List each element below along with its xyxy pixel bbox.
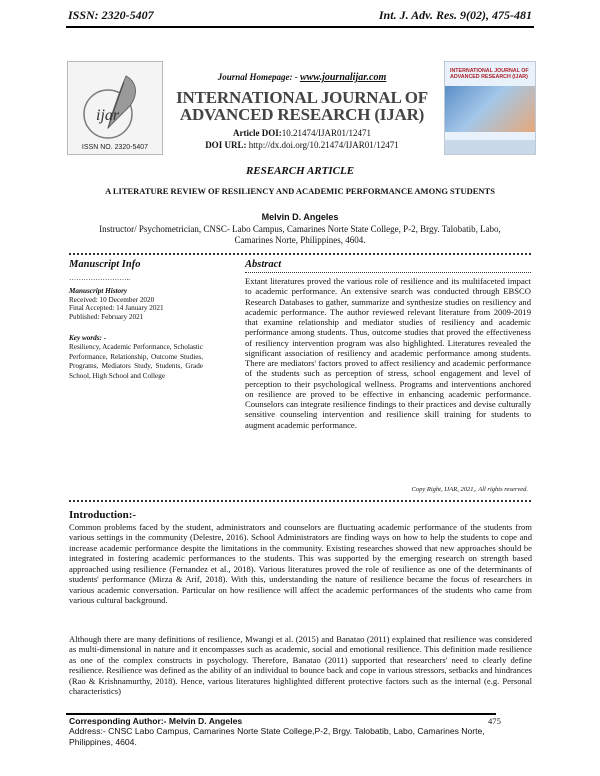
- journal-title: [166, 89, 438, 123]
- article-doi-value: 10.21474/IJAR01/12471: [281, 128, 371, 138]
- dotted-divider: [69, 253, 531, 255]
- corresponding-label: Corresponding Author:- Melvin D. Angeles: [69, 716, 243, 726]
- journal-title-line1: INTERNATIONAL JOURNAL OF: [176, 88, 428, 107]
- manuscript-history: [69, 287, 209, 322]
- homepage-label: Journal Homepage: -: [217, 72, 298, 82]
- intro-paragraph-2: Although there are many definitions of resilience, Mwangi et al. (2015) and Banatao (2011) explained that resilience was considered as multi-dimensional in nature and it encompasses such as academic, social and emotional resilience. This definition made resilience as one of the complex constructs in psychology. Therefore, Banatao (2011) supported that researchers' need to clearly define resilience. Resilience was defined as the ability of an individual to bounce back and cope in various stressors, setbacks and hindrances (Rao & Krishnamurthy, 2018). Hence, various literatures highlighted different protective factors such as the internal (e.g. Personal characteristics): [69, 634, 532, 697]
- manuscript-info-dots: ……………………..: [69, 274, 131, 282]
- copyright-notice: Copy Right, IJAR, 2021,. All rights reserved.: [411, 486, 528, 493]
- corresponding-address: Address:- CNSC Labo Campus, Camarines Norte State College,P-2, Brgy. Talobatib, Labo, Camarines Norte, Philippines, 4604.: [69, 726, 485, 747]
- introduction-heading: Introduction:-: [69, 509, 137, 521]
- author-affiliation: Instructor/ Psychometrician, CNSC- Labo Campus, Camarines Norte State College, P-2, Brgy. Talobatib, Labo, Camarines Norte, Philippines, 4604.: [99, 224, 501, 245]
- history-label: Manuscript History: [69, 287, 128, 295]
- doi-url: [168, 140, 436, 150]
- footer-rule: [66, 713, 496, 715]
- received-date: Received: 10 December 2020: [69, 295, 155, 304]
- cover-footer-band: [445, 140, 535, 154]
- doi-url-label: DOI URL:: [205, 140, 247, 150]
- article-title: A LITERATURE REVIEW OF RESILIENCY AND ACADEMIC PERFORMANCE AMONG STUDENTS: [105, 186, 495, 196]
- page-number: 475: [488, 716, 501, 726]
- logo-issn-caption: ISSN NO. 2320-5407: [81, 144, 149, 151]
- homepage-link[interactable]: www.journalijar.com: [299, 72, 387, 83]
- dotted-divider-2: [69, 500, 531, 502]
- issn-header: ISSN: 2320-5407: [68, 8, 154, 22]
- accepted-date: Final Accepted: 14 January 2021: [69, 304, 164, 313]
- keywords-label: Key words: -: [69, 334, 107, 342]
- abstract-text: Extant literatures proved the various role of resilience and its multifaceted impact to academic performance. An extensive search was conducted through EBSCO Research Databases to gather, summarize and synthesize studies on resiliency and academic performance. The author reviewed relevant literature from 2009-2019 that examine relationship and mediator studies of resiliency and academic performance among students. Thus, outcome studies that proved the effectiveness of resiliency intervention program was also highlighted. Literatures revealed the significant association of resiliency and academic performance among students. There are mediators' factors proved to affect resiliency and academic performance of the students such as perception of stress, school engagement and level of perception to their psychological wellness. Programs and interventions anchored on resilience are proved to be effective in enhancing academic performance. Counselors can integrate resilience findings to their practices and devise culturally sensitive counseling intervention and resilience skill training for students to augment academic performance.: [245, 276, 531, 430]
- article-doi-label: Article DOI:: [233, 128, 282, 138]
- citation-header: Int. J. Adv. Res. 9(02), 475-481: [378, 8, 532, 22]
- cover-title: INTERNATIONAL JOURNAL OF ADVANCED RESEARCH (IJAR): [450, 68, 529, 80]
- journal-cover-image: [444, 61, 536, 155]
- doi-url-link[interactable]: http://dx.doi.org/10.21474/IJAR01/12471: [248, 140, 399, 150]
- corresponding-author: [69, 716, 489, 747]
- article-doi: [168, 128, 436, 138]
- abstract-dots: [245, 272, 531, 273]
- journal-logo: [67, 61, 163, 155]
- quill-logo-icon: [68, 62, 162, 154]
- cover-artwork: [445, 86, 535, 132]
- header-rule: [66, 26, 534, 28]
- journal-homepage: [168, 72, 436, 83]
- published-date: Published: February 2021: [69, 313, 144, 322]
- journal-title-line2: ADVANCED RESEARCH (IJAR): [179, 105, 425, 124]
- logo-letters: ijar: [96, 107, 120, 124]
- article-type: RESEARCH ARTICLE: [245, 165, 355, 177]
- abstract-heading: Abstract: [245, 259, 282, 270]
- keywords-list: Resiliency, Academic Performance, Scholastic Performance, Relationship, Outcome Studies, Programs, Mediators Study, Students, Grade School, High School and College: [69, 343, 203, 380]
- author-name: Melvin D. Angeles: [261, 212, 339, 222]
- intro-paragraph-1: Common problems faced by the student, administrators and counselors are fluctuating academic performance of the students from various settings in the community (Delestre, 2016). School Administrators are finding ways on how to help the students to cope and increase academic performance despite the limitations in the community. Existing researches showed that new approaches should be integrated in fostering academic performances to the students. This was supported by the emerging research on strength based approached using resilience (Fernandez et al., 2018). Various literatures proved the role of resilience as one of the determinants of students' performance (Mirza & Arif, 2018). With this, understanding the nature of resilience became the focus of researchers in various academic conversation. Particular on how resilience will affect the academic performances of the students who came from various cultural background.: [69, 522, 532, 606]
- manuscript-info-heading: Manuscript Info: [69, 259, 141, 270]
